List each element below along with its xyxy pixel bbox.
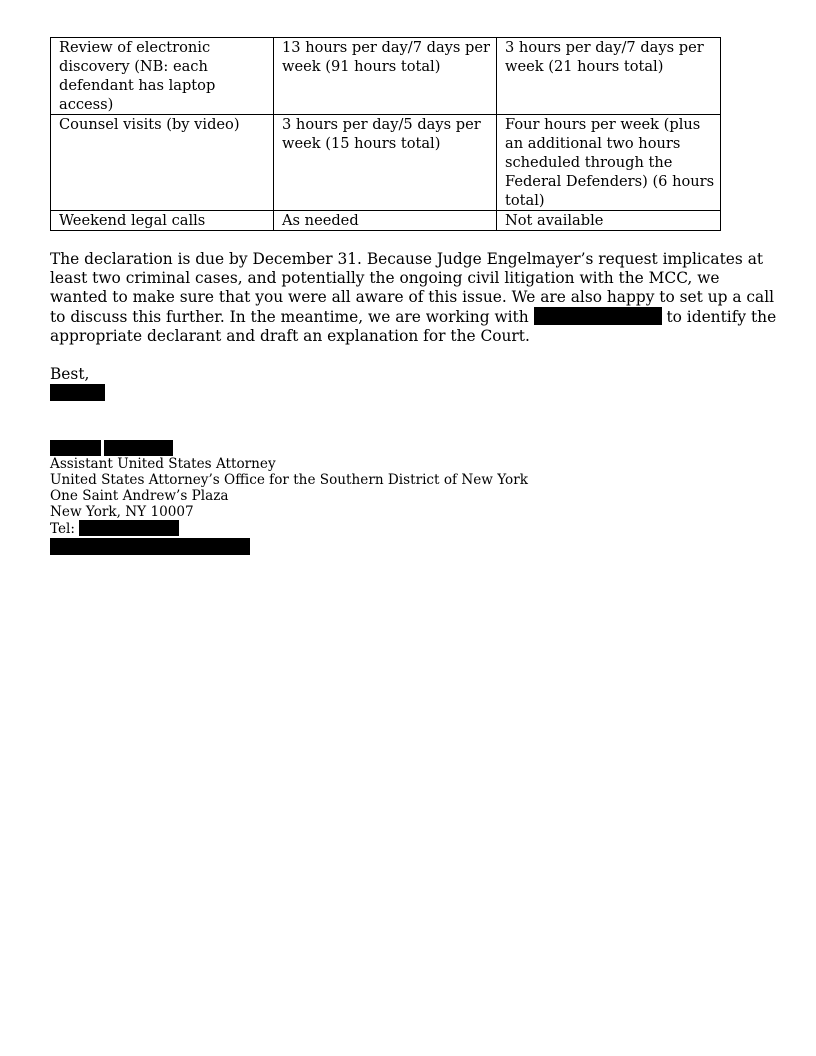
table-cell-item: Review of electronic discovery (NB: each defendant has laptop access) [51,38,274,115]
redaction-bar-signature-last-name [104,440,173,456]
table-cell-col-b: 3 hours per day/7 days per week (21 hours total) [497,38,721,115]
signature-address-line2: New York, NY 10007 [50,504,194,520]
table-cell-col-a: As needed [274,211,497,231]
table-cell-col-b: Not available [497,211,721,231]
signature-title: Assistant United States Attorney [50,456,276,472]
table-cell-item: Weekend legal calls [51,211,274,231]
signature-block [50,456,528,537]
redaction-bar-telephone [79,520,179,536]
redaction-bar [534,307,662,325]
signature-office: United States Attorney’s Office for the Southern District of New York [50,472,528,488]
closing-salutation: Best, [50,365,90,383]
paragraph-text-after-redaction: to identify the appropriate declarant and draft an explanation for the Court. [50,308,777,346]
paragraph-text-before-redaction: The declaration is due by December 31. Because Judge Engelmayer’s request implicates at least two criminal cases, and potentially the ongoing civil litigation with the MCC, we wanted to make sure that you were all aware of this issue. We are also happy to set up a call to discuss this further. In the meantime, we are working with [50,250,775,327]
table-cell-col-b: Four hours per week (plus an additional two hours scheduled through the Federal Defenders) (6 hours total) [497,115,721,211]
schedule-comparison-table [50,37,721,231]
table-cell-col-a: 3 hours per day/5 days per week (15 hours total) [274,115,497,211]
signature-address-line1: One Saint Andrew’s Plaza [50,488,229,504]
tel-label: Tel: [50,521,75,537]
body-paragraph [50,250,780,346]
redaction-bar-email [50,538,250,555]
table-row [51,115,721,211]
table-row [51,38,721,115]
table-cell-item: Counsel visits (by video) [51,115,274,211]
table-row [51,211,721,231]
redaction-bar-sender-first-name [50,384,105,401]
signature-tel-line [50,520,528,537]
table-cell-col-a: 13 hours per day/7 days per week (91 hours total) [274,38,497,115]
redaction-bar-signature-first-name [50,440,101,456]
